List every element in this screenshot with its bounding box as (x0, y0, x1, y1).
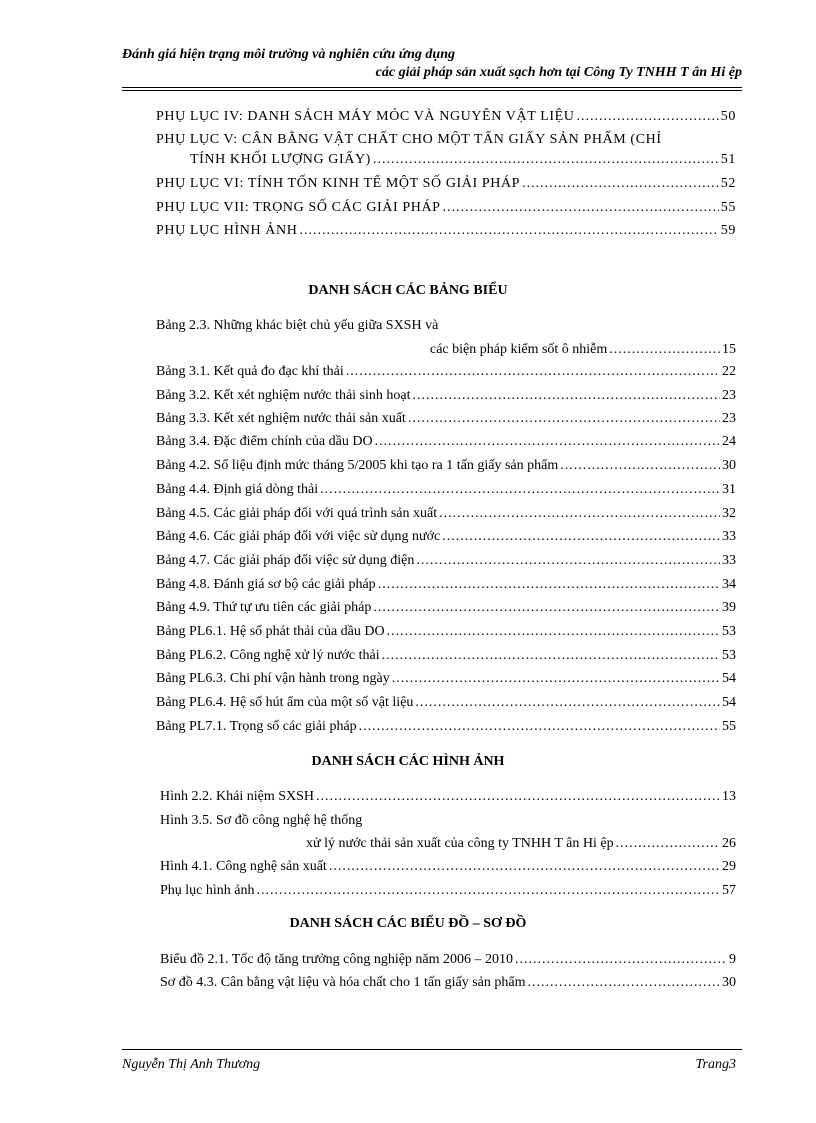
toc-entry-table: Bảng 4.8. Đánh giá sơ bộ các giải pháp ..... 34 (156, 577, 736, 593)
toc-entry-table: Bảng 4.9. Thứ tự ưu tiên các giải pháp ..... 39 (156, 600, 736, 616)
toc-entry-figure-images: Phụ lục hình ảnh ..... 57 (160, 883, 736, 899)
toc-entry-appendix-vi: PHỤ LỤC VI: TÍNH TỐN KINH TẾ MỘT SỐ GIẢI PHÁP ..... 52 (156, 176, 736, 192)
toc-entry-figure-2-2: Hình 2.2. Khái niệm SXSH ..... 13 (160, 789, 736, 805)
toc-entry-table-2-3: các biện pháp kiểm sốt ô nhiễm ..... 15 (430, 342, 736, 358)
toc-entry-table: Bảng PL7.1. Trọng số các giải pháp ..... 55 (156, 719, 736, 735)
section-heading-tables: DANH SÁCH CÁC BẢNG BIỂU (308, 283, 508, 298)
header-rule (122, 87, 742, 88)
toc-entry-table: Bảng PL6.3. Chi phí vận hành trong ngày ..... 54 (156, 671, 736, 687)
toc-entry-appendix-vii: PHỤ LỤC VII: TRỌNG SỐ CÁC GIẢI PHÁP ..... 55 (156, 200, 736, 216)
toc-entry-table: Bảng 4.2. Số liệu định mức tháng 5/2005 khi tạo ra 1 tấn giấy sản phẩm ..... 30 (156, 458, 736, 474)
toc-entry-table: Bảng PL6.1. Hệ số phát thải của dầu DO ..... 53 (156, 624, 736, 640)
header-line-2: các giải pháp sản xuất sạch hơn tại Công Ty TNHH T ân Hi ệp (375, 65, 742, 80)
toc-entry-table: Bảng 3.1. Kết quả đo đạc khí thải ..... 22 (156, 364, 736, 380)
toc-entry-table: Bảng 3.4. Đặc điểm chính của dầu DO ..... 24 (156, 434, 736, 450)
toc-entry-table: Bảng PL6.2. Công nghệ xử lý nước thải ..... 53 (156, 648, 736, 664)
toc-entry-figure-3-5: xử lý nước thải sản xuất của công ty TNHH T ân Hi ệp ..... 26 (306, 836, 736, 852)
page-footer (122, 1057, 736, 1073)
toc-entry-table: Bảng 3.3. Kết xét nghiệm nước thải sản xuất ..... 23 (156, 411, 736, 427)
toc-entry-chart: Sơ đồ 4.3. Cân bằng vật liệu và hóa chất cho 1 tấn giấy sản phẩm ..... 30 (160, 975, 736, 991)
toc-entry-table: Bảng 3.2. Kết xét nghiệm nước thải sinh hoạt ..... 23 (156, 388, 736, 404)
section-heading-figures: DANH SÁCH CÁC HÌNH ẢNH (311, 754, 505, 769)
toc-entry-table: Bảng 4.7. Các giải pháp đối việc sử dụng điện ..... 33 (156, 553, 736, 569)
toc-entry-appendix-images: PHỤ LỤC HÌNH ẢNH ..... 59 (156, 223, 736, 239)
toc-entry-table: Bảng 4.5. Các giải pháp đối với quá trình sản xuất ..... 32 (156, 506, 736, 522)
toc-entry-table: Bảng PL6.4. Hệ số hút ẩm của một số vật liệu ..... 54 (156, 695, 736, 711)
toc-entry-appendix-iv: PHỤ LỤC IV: DANH SÁCH MÁY MÓC VÀ NGUYÊN VẬT LIỆU ..... 50 (156, 109, 736, 125)
page-header (122, 46, 742, 82)
toc-entry-appendix-v: TÍNH KHỐI LƯỢNG GIẤY) ..... 51 (190, 152, 736, 168)
toc-entry-appendix-v-line1: PHỤ LỤC V: CÂN BẰNG VẬT CHẤT CHO MỘT TẤN GIẤY SẢN PHẨM (CHỈ (156, 132, 662, 147)
header-line-1: Đánh giá hiện trạng môi trường và nghiên cứu ứng dụng (122, 47, 455, 62)
footer-page-number: Trang3 (695, 1057, 736, 1072)
toc-entry-figure-4-1: Hình 4.1. Công nghệ sản xuất ..... 29 (160, 859, 736, 875)
toc-entry-table: Bảng 4.4. Định giá dòng thải ..... 31 (156, 482, 736, 498)
toc-entry-table: Bảng 4.6. Các giải pháp đối với việc sử dụng nước ..... 33 (156, 529, 736, 545)
toc-entry-chart: Biểu đồ 2.1. Tốc độ tăng trưởng công nghiệp năm 2006 – 2010 ..... 9 (160, 952, 736, 968)
footer-rule (122, 1049, 742, 1050)
header-rule-2 (122, 90, 742, 91)
section-heading-charts: DANH SÁCH CÁC BIỂU ĐỒ – SƠ ĐỒ (289, 916, 527, 931)
footer-author: Nguyễn Thị Anh Thương (122, 1057, 261, 1072)
toc-entry-table-2-3-line1: Bảng 2.3. Những khác biệt chủ yếu giữa SXSH và (156, 318, 439, 333)
toc-entry-figure-3-5-line1: Hình 3.5. Sơ đồ công nghệ hệ thống (160, 813, 363, 828)
